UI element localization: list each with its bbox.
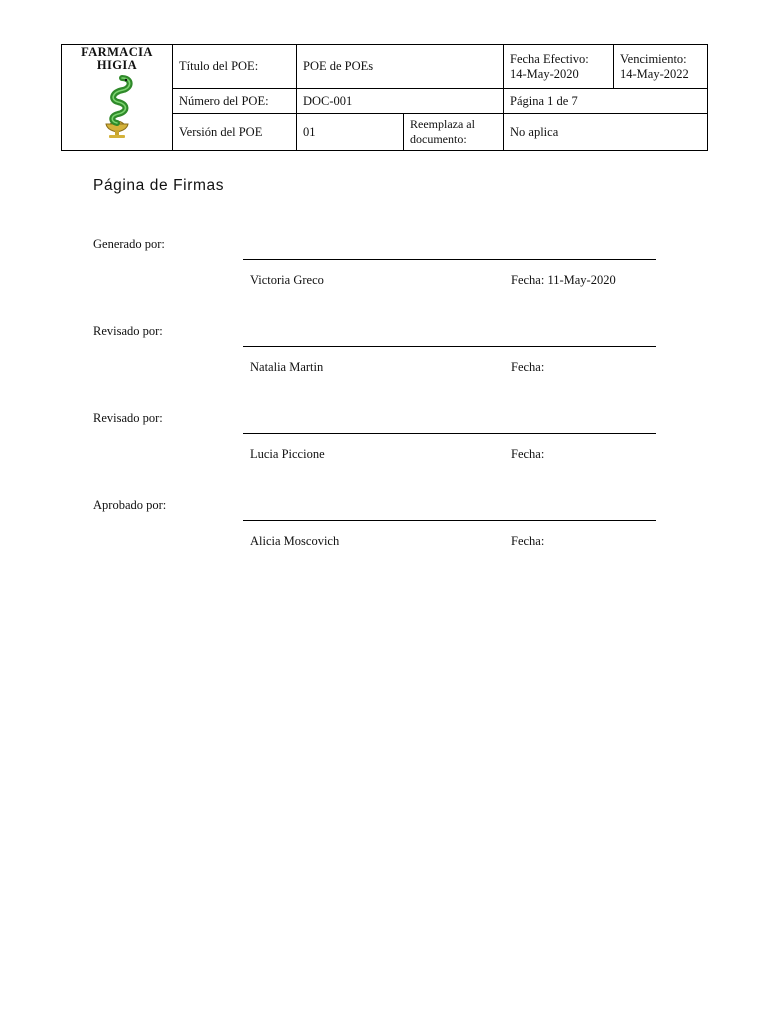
fecha-efectivo-value: 14-May-2020 [510,66,579,81]
signature-date: Fecha: [511,447,545,461]
signature-date: Fecha: [511,534,545,548]
vencimiento-value: 14-May-2022 [620,66,689,81]
signature-line [243,346,656,347]
titulo-label: Título del POE: [173,45,297,89]
signature-role: Generado por: [93,237,165,251]
signer-name: Victoria Greco [250,273,324,287]
signature-line [243,520,656,521]
signature-role: Revisado por: [93,324,163,338]
logo-cell [62,45,173,151]
reemplaza-label: Reemplaza al documento: [404,114,504,151]
vencimiento-label: Vencimiento: [620,51,687,66]
fecha-efectivo-cell [504,45,614,89]
vencimiento-cell [614,45,708,89]
signature-role: Aprobado por: [93,498,167,512]
brand-name: FARMACIA HIGIA [81,45,153,72]
bowl-of-hygieia-icon [92,74,142,140]
signature-line [243,433,656,434]
signer-name: Alicia Moscovich [250,534,340,548]
signer-name: Lucia Piccione [250,447,325,461]
pagina-indicator: Página 1 de 7 [504,89,708,114]
version-label: Versión del POE [173,114,297,151]
document-header-table [61,44,708,151]
signature-role: Revisado por: [93,411,163,425]
reemplaza-value: No aplica [504,114,708,151]
signer-name: Natalia Martin [250,360,324,374]
numero-label: Número del POE: [173,89,297,114]
page-title: Página de Firmas [93,177,225,194]
signature-date: Fecha: [511,360,545,374]
fecha-efectivo-label: Fecha Efectivo: [510,51,589,66]
signature-date: Fecha: 11-May-2020 [511,273,616,287]
signature-line [243,259,656,260]
numero-value: DOC-001 [297,89,504,114]
titulo-value: POE de POEs [297,45,504,89]
version-value: 01 [297,114,404,151]
